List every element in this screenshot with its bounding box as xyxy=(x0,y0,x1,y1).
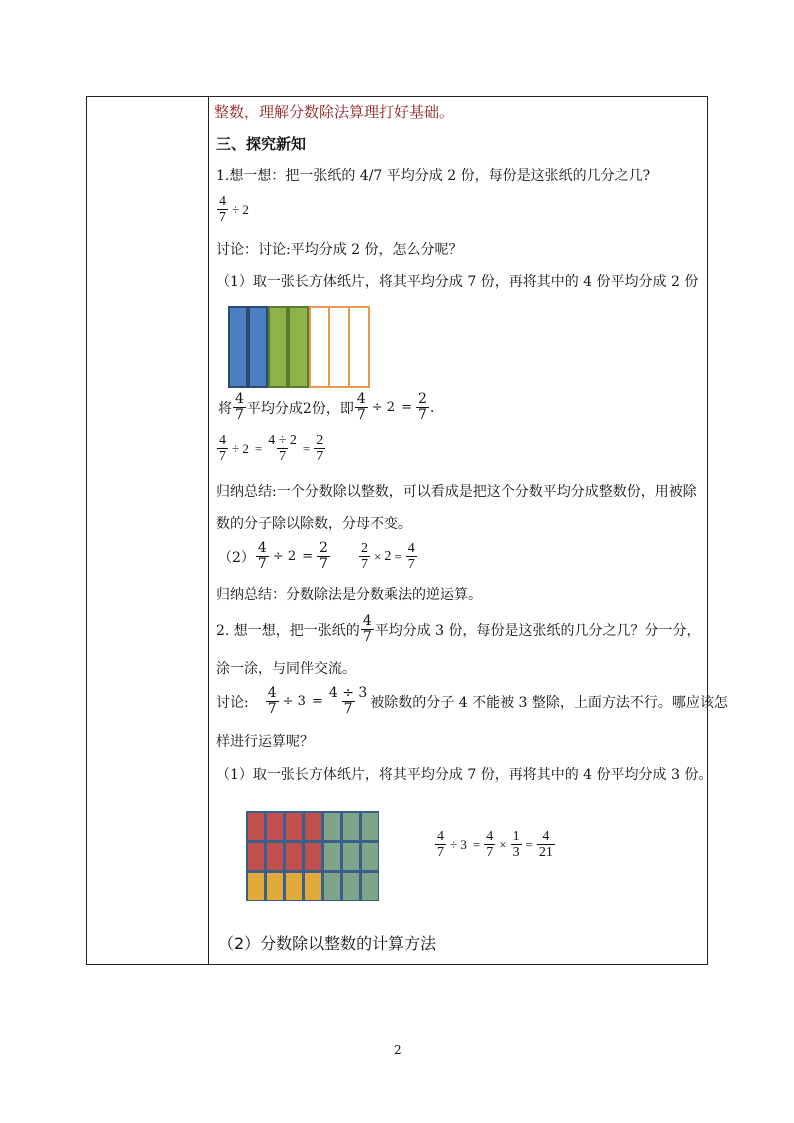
strip-green-1 xyxy=(268,306,288,388)
grid-cell xyxy=(248,843,264,870)
grid-cell xyxy=(324,813,340,840)
grid-cell xyxy=(305,843,321,870)
strip-empty-3 xyxy=(348,306,370,388)
question-2: 2. 想一想，把一张纸的 $\frac{4}{7}$ 平均分成 3 份，每份是这张纸的几分之几？分一分， xyxy=(216,613,701,645)
grid-cell xyxy=(286,813,302,840)
grid-cell xyxy=(305,873,321,900)
strip-empty-2 xyxy=(328,306,350,388)
page-number: 2 xyxy=(394,1043,402,1057)
expression-5: $\frac{4}{7}$ ÷ 3 = $\frac{4}{7}$ × $\frac{1}{3}$ = $\frac{4}{21}$ xyxy=(437,829,553,860)
grid-cell xyxy=(343,873,359,900)
expression-3: （2） $\frac{4}{7}$ ÷ 2 = $\frac{2}{7}$ xyxy=(218,540,328,572)
summary-1b: 数的分子除以除数，分母不变。 xyxy=(216,516,412,532)
step-2: （1）取一张长方体纸片，将其平均分成 7 份，再将其中的 4 份平均分成 3 份。 xyxy=(216,767,713,783)
discussion-2: 讨论: $\frac{4}{7}$ ÷ 3 = $\frac{4 \div 3}{7}$ 被除数的分子 4 不能被 3 整除，上面方法不行。哪应该怎 xyxy=(216,685,728,717)
strip-blue-2 xyxy=(248,306,268,388)
column-divider xyxy=(208,97,209,964)
expression-jiang: 将 $\frac{4}{7}$ 平均分成2份，即 $\frac{4}{7}$ ÷ 2 = $\frac{2}{7}$ . xyxy=(218,391,435,423)
expression-2: $\frac{4}{7}$ ÷ 2 = $\frac{4 \div 2}{7}$ = $\frac{2}{7}$ xyxy=(219,433,324,464)
section-title: 三、探究新知 xyxy=(216,135,307,153)
grid-cell xyxy=(267,813,283,840)
grid-cell xyxy=(267,843,283,870)
expression-1: $\frac{4}{7}$ ÷ 2 xyxy=(219,194,249,225)
grid-cell xyxy=(286,843,302,870)
grid-cell xyxy=(324,873,340,900)
grid-cell xyxy=(286,873,302,900)
grid-cell xyxy=(362,843,378,870)
grid-cell xyxy=(305,813,321,840)
grid-diagram xyxy=(246,811,379,901)
strip-blue-1 xyxy=(228,306,248,388)
strip-green-2 xyxy=(288,306,309,388)
grid-cell xyxy=(248,873,264,900)
strip-empty-1 xyxy=(309,306,330,388)
question-1: 1.想一想：把一张纸的 4/7 平均分成 2 份，每份是这张纸的几分之几? xyxy=(216,168,651,184)
step-1: （1）取一张长方体纸片，将其平均分成 7 份，再将其中的 4 份平均分成 2 份 xyxy=(216,274,699,290)
grid-cell xyxy=(362,873,378,900)
summary-1a: 归纳总结:一个分数除以整数，可以看成是把这个分数平均分成整数份，用被除 xyxy=(216,484,697,500)
grid-cell xyxy=(362,813,378,840)
grid-cell xyxy=(324,843,340,870)
summary-2: 归纳总结：分数除法是分数乘法的逆运算。 xyxy=(216,587,482,603)
expression-4: $\frac{2}{7}$ × 2 = $\frac{4}{7}$ xyxy=(361,541,415,572)
grid-cell xyxy=(267,873,283,900)
discussion-1: 讨论：讨论:平均分成 2 份，怎么分呢？ xyxy=(216,242,463,258)
grid-cell xyxy=(343,843,359,870)
grid-cell xyxy=(343,813,359,840)
paper-strip-diagram xyxy=(228,306,370,388)
method-title: （2）分数除以整数的计算方法 xyxy=(218,934,437,953)
discussion-2b: 样进行运算呢？ xyxy=(216,734,314,750)
question-2b: 涂一涂，与同伴交流。 xyxy=(216,661,356,677)
grid-cell xyxy=(248,813,264,840)
intro-text: 整数，理解分数除法算理打好基础。 xyxy=(214,103,455,121)
